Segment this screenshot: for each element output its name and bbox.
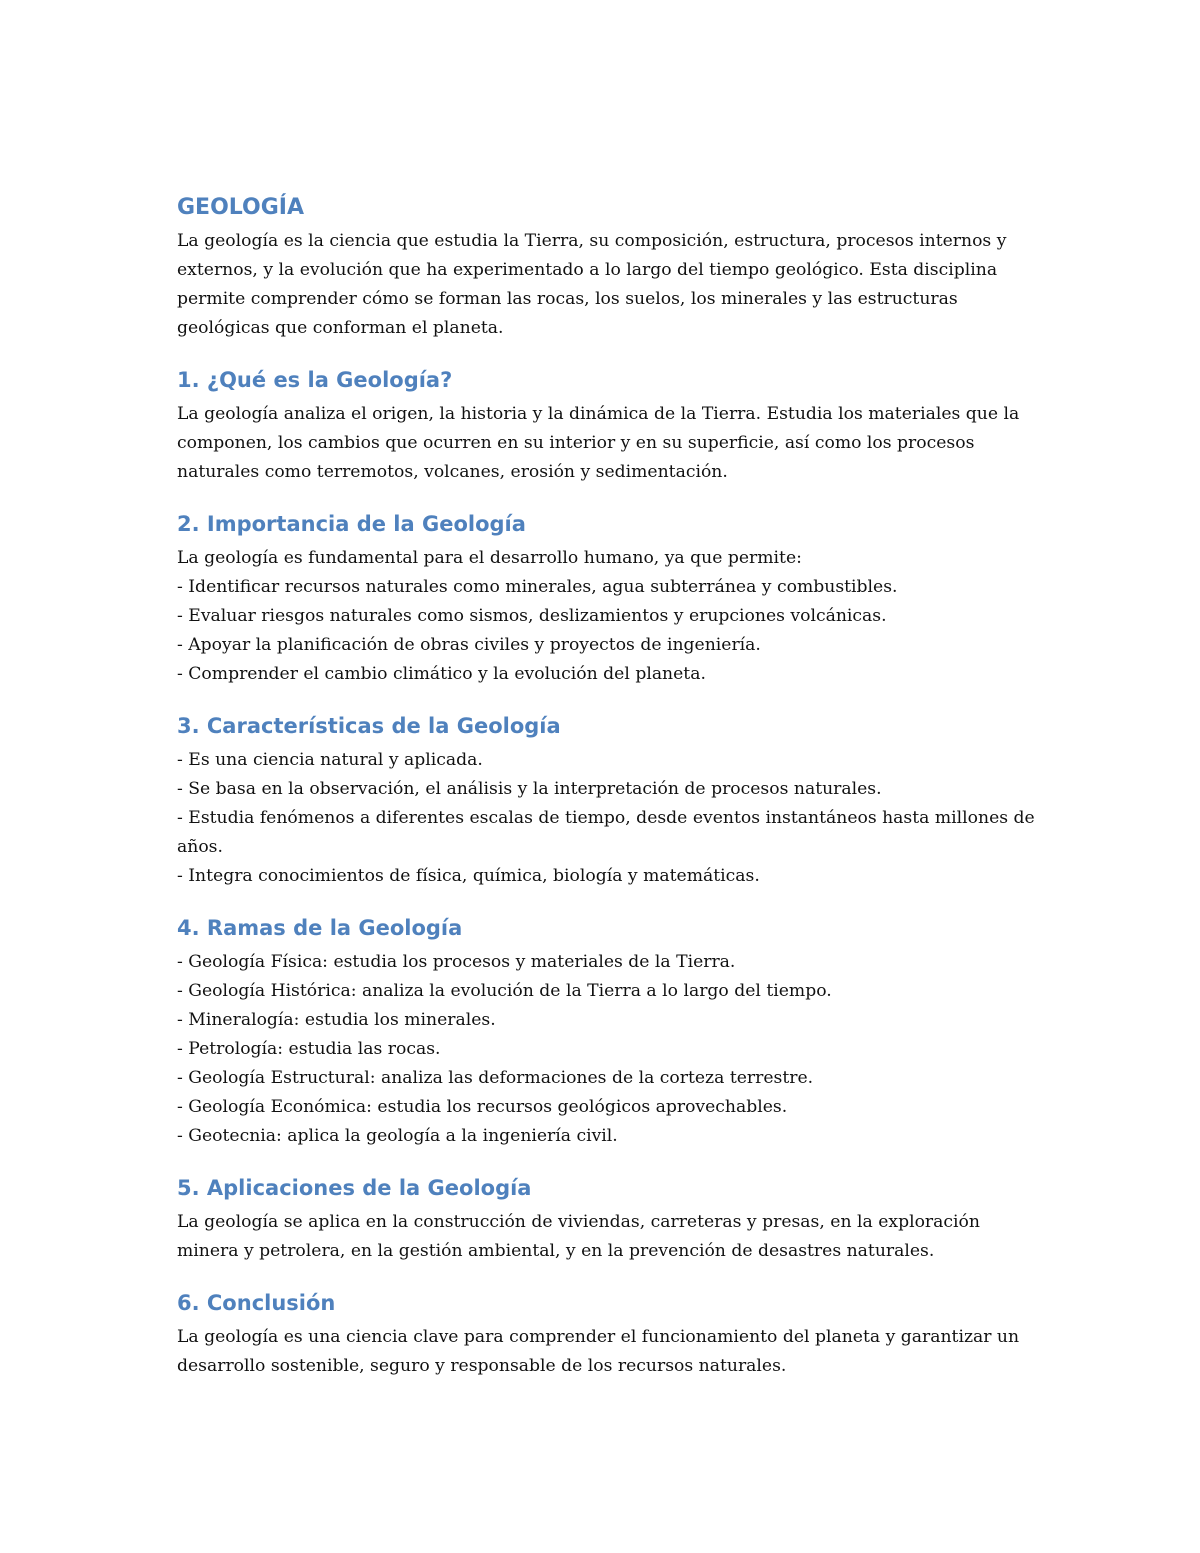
document-body	[177, 193, 1037, 1381]
section-heading-ramas: 4. Ramas de la Geología	[177, 916, 463, 940]
document-title: GEOLOGÍA	[177, 195, 304, 220]
list-item: - Geología Económica: estudia los recursos geológicos aprovechables.	[177, 1097, 788, 1117]
section-paragraph-importancia: La geología es fundamental para el desarrollo humano, ya que permite:	[177, 548, 802, 568]
list-item: - Se basa en la observación, el análisis y la interpretación de procesos naturales.	[177, 779, 882, 799]
list-item: - Geotecnia: aplica la geología a la ingeniería civil.	[177, 1126, 618, 1146]
ramas-list	[177, 948, 1037, 1151]
section-heading-importancia: 2. Importancia de la Geología	[177, 512, 526, 536]
list-item: - Petrología: estudia las rocas.	[177, 1039, 441, 1059]
list-item: - Es una ciencia natural y aplicada.	[177, 750, 483, 770]
list-item: - Comprender el cambio climático y la evolución del planeta.	[177, 664, 706, 684]
intro-paragraph: La geología es la ciencia que estudia la Tierra, su composición, estructura, procesos internos y externos, y la evolución que ha experimentado a lo largo del tiempo geológico. Esta disciplina permite comprender cómo se forman las rocas, los suelos, los minerales y las estructuras geológicas que conforman el planeta.	[177, 231, 1007, 338]
list-item: - Geología Estructural: analiza las deformaciones de la corteza terrestre.	[177, 1068, 814, 1088]
section-heading-conclusion: 6. Conclusión	[177, 1291, 336, 1315]
section-heading-caracteristicas: 3. Características de la Geología	[177, 714, 561, 738]
list-item: - Geología Histórica: analiza la evolución de la Tierra a lo largo del tiempo.	[177, 981, 832, 1001]
caracteristicas-list	[177, 746, 1037, 891]
list-item: - Apoyar la planificación de obras civiles y proyectos de ingeniería.	[177, 635, 761, 655]
section-paragraph-aplicaciones: La geología se aplica en la construcción de viviendas, carreteras y presas, en la exploración minera y petrolera, en la gestión ambiental, y en la prevención de desastres naturales.	[177, 1212, 980, 1261]
section-paragraph-que-es: La geología analiza el origen, la historia y la dinámica de la Tierra. Estudia los materiales que la componen, los cambios que ocurren en su interior y en su superficie, así como los procesos naturales como terremotos, volcanes, erosión y sedimentación.	[177, 404, 1020, 482]
list-item: - Identificar recursos naturales como minerales, agua subterránea y combustibles.	[177, 577, 898, 597]
list-item: - Evaluar riesgos naturales como sismos, deslizamientos y erupciones volcánicas.	[177, 606, 887, 626]
section-heading-aplicaciones: 5. Aplicaciones de la Geología	[177, 1176, 532, 1200]
list-item: - Integra conocimientos de física, química, biología y matemáticas.	[177, 866, 760, 886]
list-item: - Mineralogía: estudia los minerales.	[177, 1010, 496, 1030]
section-heading-que-es: 1. ¿Qué es la Geología?	[177, 368, 453, 392]
importancia-list	[177, 573, 1037, 689]
section-paragraph-conclusion: La geología es una ciencia clave para comprender el funcionamiento del planeta y garantizar un desarrollo sostenible, seguro y responsable de los recursos naturales.	[177, 1327, 1020, 1376]
list-item: - Estudia fenómenos a diferentes escalas de tiempo, desde eventos instantáneos hasta millones de años.	[177, 808, 1035, 857]
list-item: - Geología Física: estudia los procesos y materiales de la Tierra.	[177, 952, 736, 972]
